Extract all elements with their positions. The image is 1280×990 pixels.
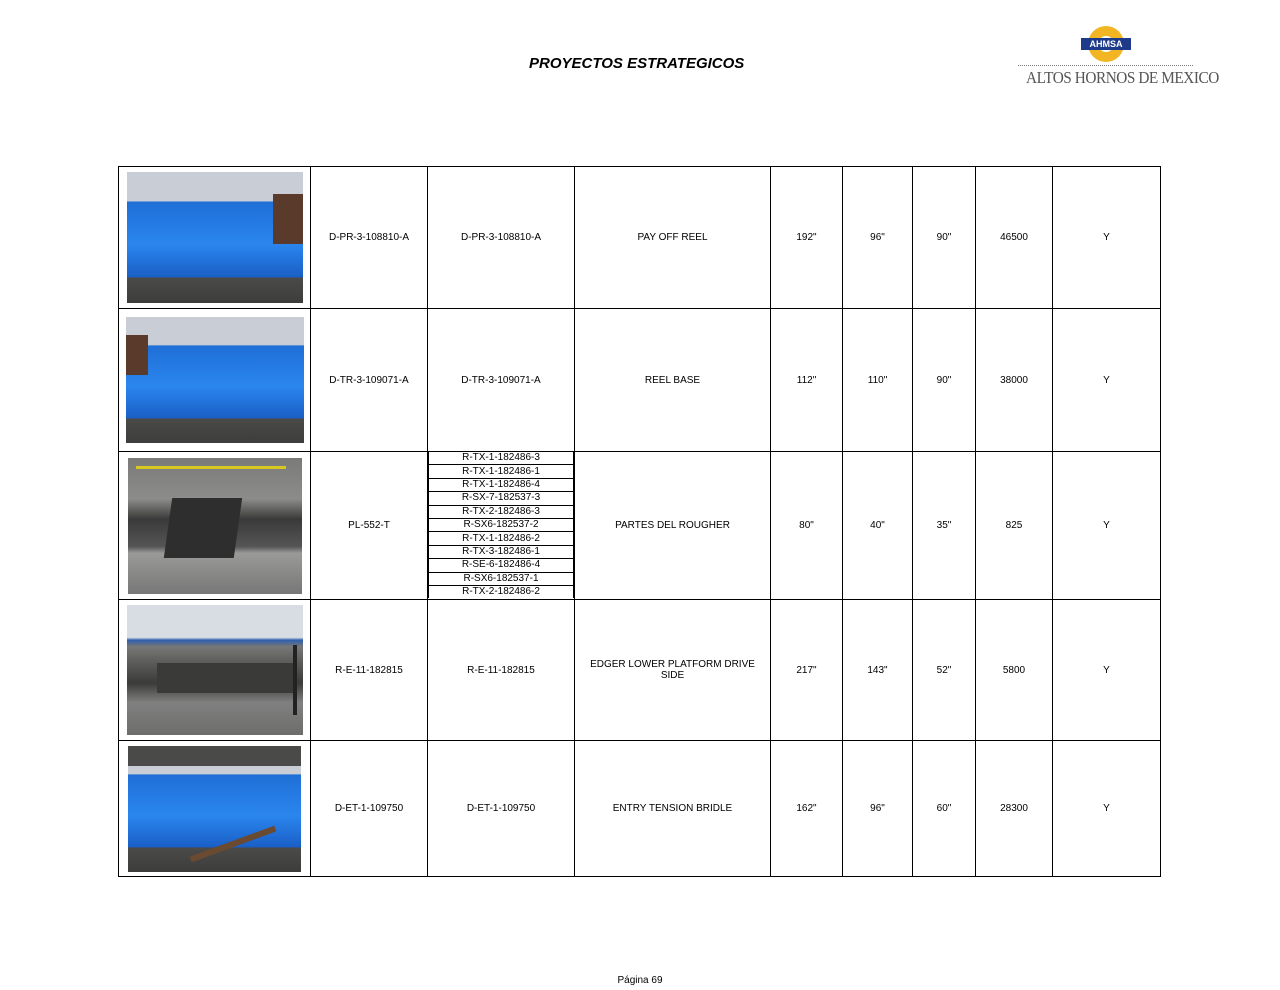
height: 90" xyxy=(913,167,976,309)
drawing-number: D-PR-3-108810-A xyxy=(311,167,428,309)
part-number: R-E-11-182815 xyxy=(428,600,575,741)
width: 143" xyxy=(843,600,913,741)
company-logo xyxy=(1018,26,1219,92)
equipment-photo xyxy=(128,458,302,594)
table-row xyxy=(119,741,1161,877)
description: PARTES DEL ROUGHER xyxy=(575,452,771,600)
length: 112" xyxy=(771,309,843,452)
list-item: R-TX-1-182486-2 xyxy=(429,532,574,545)
table-row xyxy=(119,309,1161,452)
photo-cell xyxy=(119,452,311,600)
list-item: R-SX-7-182537-3 xyxy=(429,492,574,505)
height: 60" xyxy=(913,741,976,877)
flag: Y xyxy=(1053,167,1161,309)
width: 40" xyxy=(843,452,913,600)
width: 110" xyxy=(843,309,913,452)
page-number: Página 69 xyxy=(617,975,663,986)
length: 192" xyxy=(771,167,843,309)
height: 90" xyxy=(913,309,976,452)
equipment-photo xyxy=(127,172,303,303)
list-item: R-TX-1-182486-3 xyxy=(429,452,574,465)
photo-cell xyxy=(119,741,311,877)
weight: 28300 xyxy=(976,741,1053,877)
list-item: R-TX-2-182486-3 xyxy=(429,505,574,518)
list-item: R-SX6-182537-2 xyxy=(429,518,574,531)
description: ENTRY TENSION BRIDLE xyxy=(575,741,771,877)
description: PAY OFF REEL xyxy=(575,167,771,309)
length: 80" xyxy=(771,452,843,600)
drawing-number: PL-552-T xyxy=(311,452,428,600)
equipment-photo xyxy=(127,605,303,735)
photo-cell xyxy=(119,309,311,452)
description: EDGER LOWER PLATFORM DRIVE SIDE xyxy=(575,600,771,741)
table-row xyxy=(119,600,1161,741)
length: 217" xyxy=(771,600,843,741)
length: 162" xyxy=(771,741,843,877)
flag: Y xyxy=(1053,741,1161,877)
page-title: PROYECTOS ESTRATEGICOS xyxy=(529,55,745,72)
photo-cell xyxy=(119,600,311,741)
height: 35" xyxy=(913,452,976,600)
list-item: R-TX-3-182486-1 xyxy=(429,545,574,558)
photo-cell xyxy=(119,167,311,309)
flag: Y xyxy=(1053,309,1161,452)
logo-badge: AHMSA xyxy=(1081,38,1131,50)
part-number: D-PR-3-108810-A xyxy=(428,167,575,309)
logo-company-name: ALTOS HORNOS DE MEXICO xyxy=(1026,68,1219,87)
part-number-list-cell xyxy=(428,452,575,600)
page-footer xyxy=(0,975,1280,986)
list-item: R-SE-6-182486-4 xyxy=(429,559,574,572)
equipment-photo xyxy=(126,317,304,443)
part-number-list xyxy=(428,452,574,598)
part-number: D-ET-1-109750 xyxy=(428,741,575,877)
description: REEL BASE xyxy=(575,309,771,452)
weight: 38000 xyxy=(976,309,1053,452)
width: 96" xyxy=(843,741,913,877)
part-number: D-TR-3-109071-A xyxy=(428,309,575,452)
list-item: R-TX-1-182486-1 xyxy=(429,465,574,478)
weight: 5800 xyxy=(976,600,1053,741)
weight: 46500 xyxy=(976,167,1053,309)
list-item: R-TX-2-182486-2 xyxy=(429,585,574,598)
equipment-photo xyxy=(128,746,301,872)
flag: Y xyxy=(1053,600,1161,741)
weight: 825 xyxy=(976,452,1053,600)
list-item: R-SX6-182537-1 xyxy=(429,572,574,585)
equipment-table xyxy=(118,166,1161,877)
table-row xyxy=(119,167,1161,309)
drawing-number: D-TR-3-109071-A xyxy=(311,309,428,452)
width: 96" xyxy=(843,167,913,309)
flag: Y xyxy=(1053,452,1161,600)
height: 52" xyxy=(913,600,976,741)
list-item: R-TX-1-182486-4 xyxy=(429,478,574,491)
table-row xyxy=(119,452,1161,600)
drawing-number: R-E-11-182815 xyxy=(311,600,428,741)
drawing-number: D-ET-1-109750 xyxy=(311,741,428,877)
